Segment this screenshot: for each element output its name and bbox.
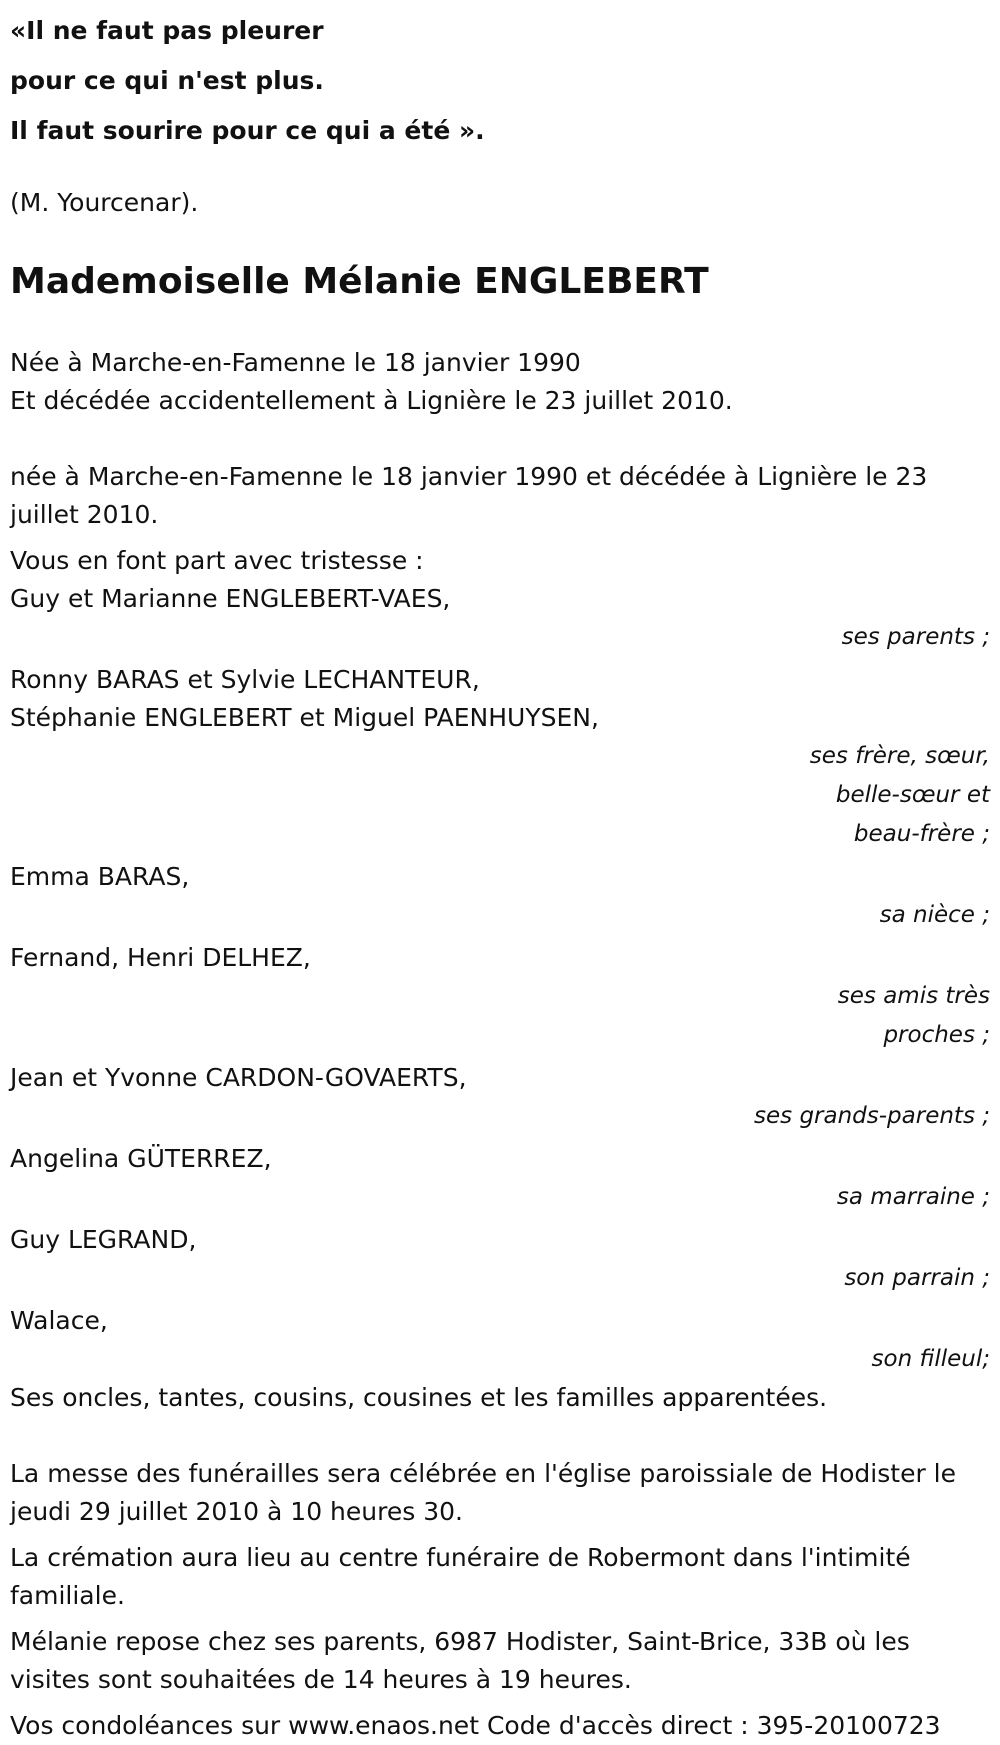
extended-family: Ses oncles, tantes, cousins, cousines et les familles apparentées. (10, 1383, 828, 1412)
family-role: son filleul; (871, 1346, 990, 1372)
family-entry (10, 580, 990, 657)
quote-line: «Il ne faut pas pleurer (10, 16, 324, 45)
family-member-name: Emma BARAS, (10, 862, 190, 891)
family-member-name: Stéphanie ENGLEBERT et Miguel PAENHUYSEN, (10, 703, 599, 732)
family-role-line: belle-sœur et (835, 782, 990, 808)
condolences-details: Vos condoléances sur www.enaos.net Code d'accès direct : 395-20100723 (10, 1711, 941, 1740)
family-entry (10, 1140, 990, 1217)
family-member-name: Guy LEGRAND, (10, 1225, 197, 1254)
family-role-line: proches ; (883, 1022, 990, 1048)
family-entry (10, 939, 990, 1055)
family-role: ses grands-parents ; (754, 1103, 990, 1129)
family-role: son parrain ; (844, 1265, 990, 1291)
family-member-name: Guy et Marianne ENGLEBERT-VAES, (10, 584, 451, 613)
quote-line: Il faut sourire pour ce qui a été ». (10, 116, 485, 145)
birth-line: Née à Marche-en-Famenne le 18 janvier 1990 (10, 348, 581, 377)
funeral-mass-details: La messe des funérailles sera célébrée en l'église paroissiale de Hodister le jeudi 29 juillet 2010 à 10 heures 30. (10, 1459, 956, 1526)
family-role: sa nièce ; (879, 902, 990, 928)
family-member-name: Jean et Yvonne CARDON-GOVAERTS, (10, 1063, 467, 1092)
visitation-details: Mélanie repose chez ses parents, 6987 Hodister, Saint-Brice, 33B où les visites sont souhaitées de 14 heures à 19 heures. (10, 1627, 910, 1694)
announcement-intro: Vous en font part avec tristesse : (10, 546, 424, 575)
cremation-details: La crémation aura lieu au centre funéraire de Robermont dans l'intimité familiale. (10, 1543, 911, 1610)
deceased-name: Mademoiselle Mélanie ENGLEBERT (10, 261, 709, 302)
family-role-line: beau-frère ; (853, 821, 990, 847)
family-entry (10, 1221, 990, 1298)
birth-death-block (10, 344, 990, 420)
family-entry (10, 858, 990, 935)
family-role-line: ses amis très (837, 983, 990, 1009)
family-role-line: ses frère, sœur, (809, 743, 990, 769)
family-role (800, 977, 990, 1055)
family-entry (10, 661, 990, 854)
family-role: sa marraine ; (836, 1184, 990, 1210)
family-list (10, 580, 990, 1379)
quote-line: pour ce qui n'est plus. (10, 66, 324, 95)
family-entry (10, 1059, 990, 1136)
death-line: Et décédée accidentellement à Lignière le 23 juillet 2010. (10, 386, 733, 415)
quote-author: (M. Yourcenar). (10, 188, 199, 217)
family-role (800, 737, 990, 854)
family-member-name: Angelina GÜTERREZ, (10, 1144, 272, 1173)
quote-block (10, 6, 990, 156)
family-role: ses parents ; (841, 624, 990, 650)
family-member-name: Ronny BARAS et Sylvie LECHANTEUR, (10, 665, 480, 694)
birth-death-summary: née à Marche-en-Famenne le 18 janvier 1990 et décédée à Lignière le 23 juillet 2010. (10, 462, 928, 529)
family-member-name: Fernand, Henri DELHEZ, (10, 943, 311, 972)
family-entry (10, 1302, 990, 1379)
family-member-name: Walace, (10, 1306, 108, 1335)
